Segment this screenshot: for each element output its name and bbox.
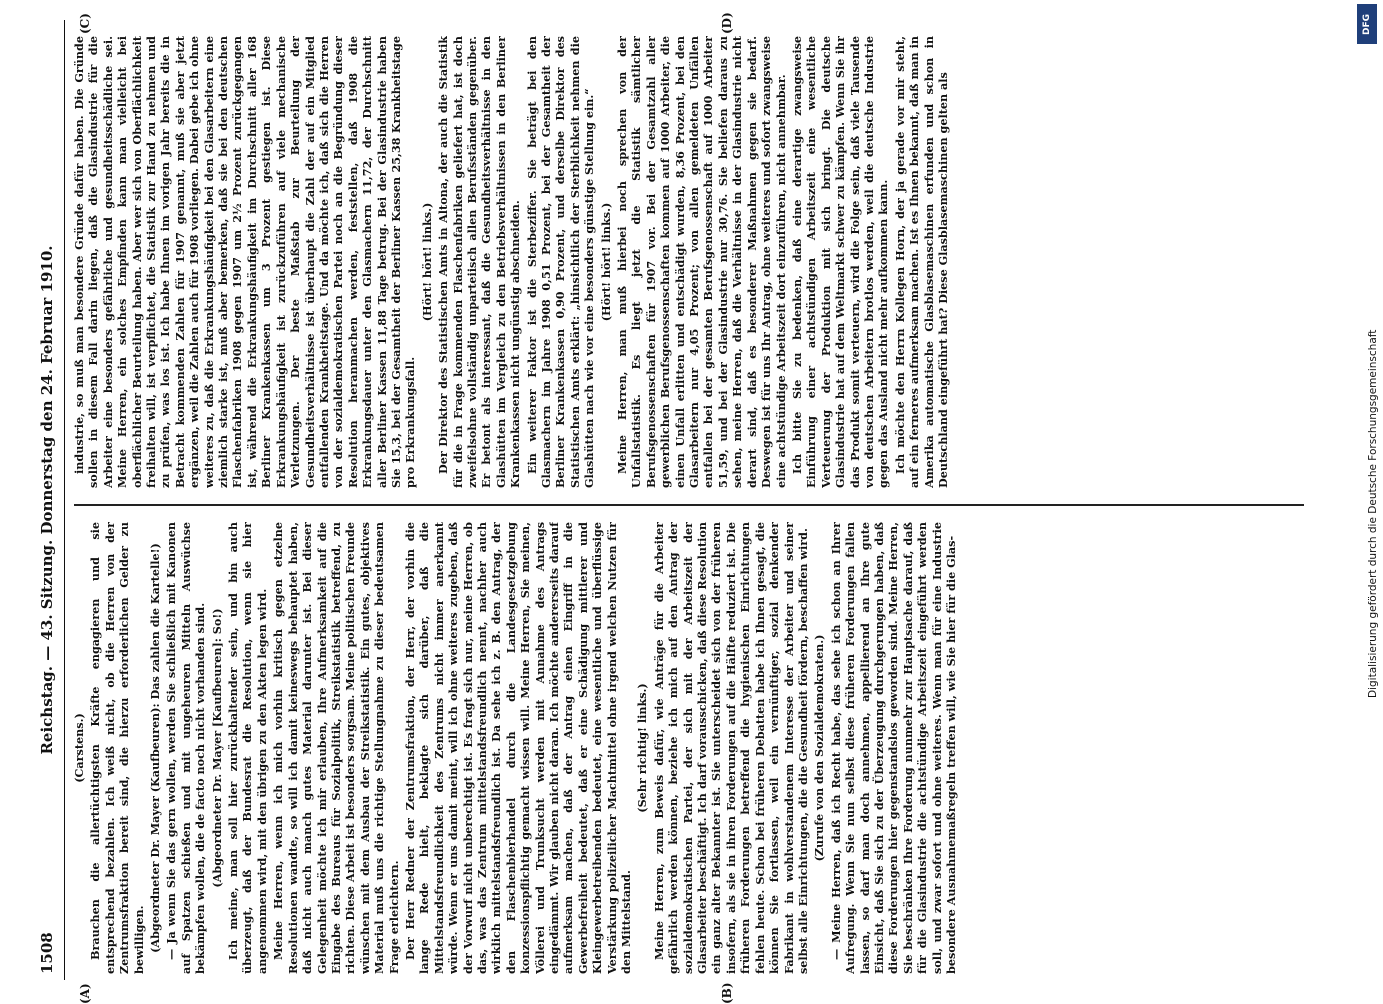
margin-mark-b: (B)	[720, 983, 734, 1004]
paragraph: Der Direktor des Statistischen Amts in Altona, der auch die Statistik für die in Frage kommenden Flaschenfabriken geliefert hat, ist doch zweifelsohne vollständig unparteiisch allen Berufsständen gegenüber. Er betont als interessant, daß die Gesundheitsverhältnisse in den Glashütten im Vergleich zu den Betriebsverhältnissen in den Berliner Krankenkassen nicht ungünstig abschneiden.	[436, 36, 522, 488]
paragraph: — Ja wenn Sie das gern wollen, werden Sie schließlich mit Kanonen auf Spatzen schießen und mit ungeheuren Mitteln Auswüchse bekämpfen wollen, die de facto noch nicht vorhanden sind.	[164, 522, 207, 974]
interjection: (Zurufe von den Sozialdemokraten.)	[812, 522, 826, 974]
paragraph: — Meine Herren, daß ich Recht habe, das sehe ich schon an Ihrer Aufregung. Wenn Sie nun selbst diese früheren Forderungen fallen lassen, so darf man doch annehmen, appellierend an Ihre gute Einsicht, daß Sie sich zu der Überzeugung durchgerungen haben, daß diese Forderungen hier gegenstandslos geworden sind. Meine Herren, Sie beschränken Ihre Forderung nunmehr zur Hauptsache darauf, daß für die Glasindustrie die achtstündige Arbeitszeit eingeführt werden soll, und zwar sofort und ohne weiteres. Wenn man für eine Industrie besondere Ausnahmemaßregeln treffen will, wie Sie hier für die Glas-	[829, 522, 959, 974]
digitization-credit: Digitalisierung gefördert durch die Deutsche Forschungsgemeinschaft	[1367, 48, 1379, 698]
paragraph: Ich bitte Sie zu bedenken, daß eine derartige zwangsweise Einführung einer achtstündigen Arbeitszeit eine wesentliche Verteuerung der Produktion mit sich bringt. Die deutsche Glasindustrie hat auf dem Weltmarkt schwer zu kämpfen. Wenn Sie ihr das Produkt somit verteuern, wird die Folge sein, daß viele Tausende von deutschen Arbeitern brotlos werden, weil die deutsche Industrie gegen das Ausland nicht mehr aufkommen kann.	[790, 36, 891, 488]
margin-mark-d: (D)	[720, 12, 734, 34]
right-column	[72, 36, 1312, 488]
interjection: (Abgeordneter Dr. Mayer [Kaufbeuren]: So!)	[210, 522, 224, 974]
paragraph: Der Herr Redner der Zentrumsfraktion, der Herr, der vorhin die lange Rede hielt, beklagte sich darüber, daß die Mittelstandsfreundlichkeit des Zentrums nicht immer anerkannt würde. Wenn er uns damit meint, will ich ohne weiteres zugeben, daß der Vorwurf nicht unberechtigt ist. Es fragt sich nur, meine Herren, ob das, was das Zentrum mittelstandsfreundlich nennt, nachher auch wirklich mittelstandsfreundlich ist. Da sehe ich z. B. den Antrag, der den Flaschenbierhandel durch die Landesgesetzgebung konzessionspflichtig gemacht wissen will. Meine Herren, Sie meinen, Völlerei und Trunksucht werden mit Annahme des Antrags eingedämmt. Wir glauben nicht daran. Ich möchte andererseits darauf aufmerksam machen, daß der Antrag einen Eingriff in die Gewerbefreiheit bedeutet, daß er eine Schädigung mittlerer und Kleingewerbetreibenden bedeutet, eine wesentliche und überflüssige Verstärkung polizeilicher Machtmittel ohne irgend welchen Nutzen für den Mittelstand.	[403, 522, 634, 974]
page-number: 1508	[38, 932, 56, 974]
interjection: (Abgeordneter Dr. Mayer (Kaufbeuren): Das zahlen die Kartelle!)	[148, 522, 162, 974]
interjection: (Hört! hört! links.)	[420, 36, 434, 488]
interjection: (Sehr richtig! links.)	[635, 522, 649, 974]
page-header	[30, 20, 65, 980]
document-page	[30, 20, 1330, 980]
paragraph: Meine Herren, man muß hierbei noch sprechen von der Unfallstatistik. Es liegt jetzt die Statistik sämtlicher Berufsgenossenschaften für 1907 vor. Bei der Gesamtzahl aller gewerblichen Berufsgenossenschaften kommen auf 1000 Arbeiter, die einen Unfall erlitten und entschädigt wurden, 8,36 Prozent, bei den Glasarbeitern nur 4,05 Prozent; von allen gemeldeten Unfällen entfallen bei der gesamten Berufsgenossenschaft auf 1000 Arbeiter 51,59, und bei der Glasindustrie nur 30,76. Sie beliefen daraus zu sehen, meine Herren, daß die Verhältnisse in der Glasindustrie nicht derart sind, daß es besonderer Maßnahmen gegen sie bedarf. Deswegen ist für uns Ihr Antrag, ohne weiteres und sofort zwangsweise eine achtstündige Arbeitszeit dort einzuführen, nicht annehmbar.	[615, 36, 788, 488]
paragraph: industrie, so muß man besondere Gründe dafür haben. Die Gründe sollen in diesem Fall darin liegen, daß die Glasindustrie für die Arbeiter eine besonders gefährliche und gesundheitsschädliche sei. Meine Herren, ein solches Empfinden kann man vielleicht bei oberflächlicher Beurteilung haben. Aber wer sich von Oberflächlichkeit freihalten will, ist verpflichtet, die Statistik zur Hand zu nehmen und zu prüfen, was los ist. Ich habe Ihnen im vorigen Jahr bereits die in Betracht kommenden Zahlen für 1907 genannt, muß sie aber jetzt ergänzen, weil die Zahlen auch für 1908 vorliegen. Dabei gebe ich ohne weiteres zu, daß die Erkrankungshäufigkeit bei den Glasarbeitern eine ziemlich starke ist, muß aber bemerken, daß sie bei den deutschen Flaschenfabriken 1908 gegen 1907 um 2½ Prozent zurückgegangen ist, während die Erkrankungshäufigkeit im Durchschnitt aller 168 Berliner Krankenkassen um 3 Prozent gestiegen ist. Diese Erkrankungshäufigkeit ist zurückzuführen auf viele mechanische Verletzungen. Der beste Maßstab zur Beurteilung der Gesundheitsverhältnisse ist überhaupt die Zahl der auf ein Mitglied entfallenden Krankheitstage. Und da möchte ich, daß sich die Herren von der sozialdemokratischen Partei noch an die Begründung dieser Resolution heranmachen werden, feststellen, daß 1908 die Erkrankungsdauer unter den Glasmachern 11,72, der Durchschnitt aller Berliner Kassen 11,88 Tage betrug. Bei der Glasindustrie haben Sie 15,3, bei der Gesamtheit der Berliner Kassen 25,38 Krankheitstage pro Erkrankungsfall.	[72, 36, 418, 488]
dfg-logo: DFG	[1357, 4, 1377, 44]
speaker-note: (Carstens.)	[72, 522, 86, 974]
paragraph: Brauchen die allertüchtigsten Kräfte engagieren und sie entsprechend bezahlen. Ich weiß nicht, ob die Herren von der Zentrumsfraktion bereit sind, die hierzu erforderlichen Gelder zu bewilligen.	[88, 522, 146, 974]
paragraph: Meine Herren, wenn ich mich vorhin kritisch gegen etzelne Resolutionen wandte, so will ich damit keineswegs behauptet haben, daß nicht auch manch gutes Material darunter ist. Bei dieser Gelegenheit möchte ich mir erlauben, Ihre Aufmerksamkeit auf die Eingabe des Bureaus für Sozialpolitik, Streikstatistik betreffend, zu richten. Diese Arbeit ist besonders sorgsam. Meine politischen Freunde wünschen mit dem Ausbau der Streikstatistik. Ein gutes, objektives Material muß uns die richtige Stellungnahme zu dieser bedeutsamen Frage erleichtern.	[271, 522, 401, 974]
paragraph: Ein weiterer Faktor ist die Sterbeziffer. Sie beträgt bei den Glasmachern im Jahre 1908 0,51 Prozent, bei der Gesamtheit der Berliner Krankenkassen 0,90 Prozent, und derselbe Direktor des Statistischen Amts erklärt: „hinsichtlich der Sterblichkeit nehmen die Glashütten nach wie vor eine besonders günstige Stellung ein.“	[525, 36, 597, 488]
margin-mark-c: (C)	[78, 13, 92, 34]
margin-mark-a: (A)	[78, 983, 92, 1004]
interjection: (Hört! hört! links.)	[599, 36, 613, 488]
left-column	[72, 522, 1312, 974]
paragraph: Ich möchte den Herrn Kollegen Horn, der ja gerade vor mir steht, auf ein ferneres aufmerksam machen. Ist es Ihnen bekannt, daß man in Amerika automatische Glasblasemaschinen erfunden und schon in Deutschland eingeführt hat? Diese Glasblasemaschinen gelten als	[893, 36, 951, 488]
paragraph: Ich meine, man soll hier zurückhaltender sein, und bin auch überzeugt, daß der Bundesrat die Resolution, wenn sie hier angenommen wird, mit den übrigen zu den Akten legen wird.	[226, 522, 269, 974]
paragraph: Meine Herren, zum Beweis dafür, wie Anträge für die Arbeiter gefährlich werden können, beziehe ich mich auf den Antrag der sozialdemokratischen Partei, der sich mit der Arbeitszeit der Glasarbeiter beschäftigt. Ich darf vorausschicken, daß diese Resolution ein ganz alter Bekannter ist. Sie unterscheidet sich von der früheren insofern, als sie in ihren Forderungen auf die Hälfte reduziert ist. Die früheren Forderungen betreffend die hygienischen Einrichtungen fehlen heute. Schon bei früheren Debatten habe ich Ihnen gesagt, die können Sie fortlassen, weil ein vernünftiger, sozial denkender Fabrikant in wohlverstandenem Interesse der Arbeiter und seiner selbst alle Einrichtungen, die die Gesundheit fördern, beschaffen wird.	[652, 522, 810, 974]
column-divider	[74, 505, 1304, 507]
running-head: Reichstag. — 43. Sitzung. Donnerstag den 24. Februar 1910.	[38, 20, 56, 980]
